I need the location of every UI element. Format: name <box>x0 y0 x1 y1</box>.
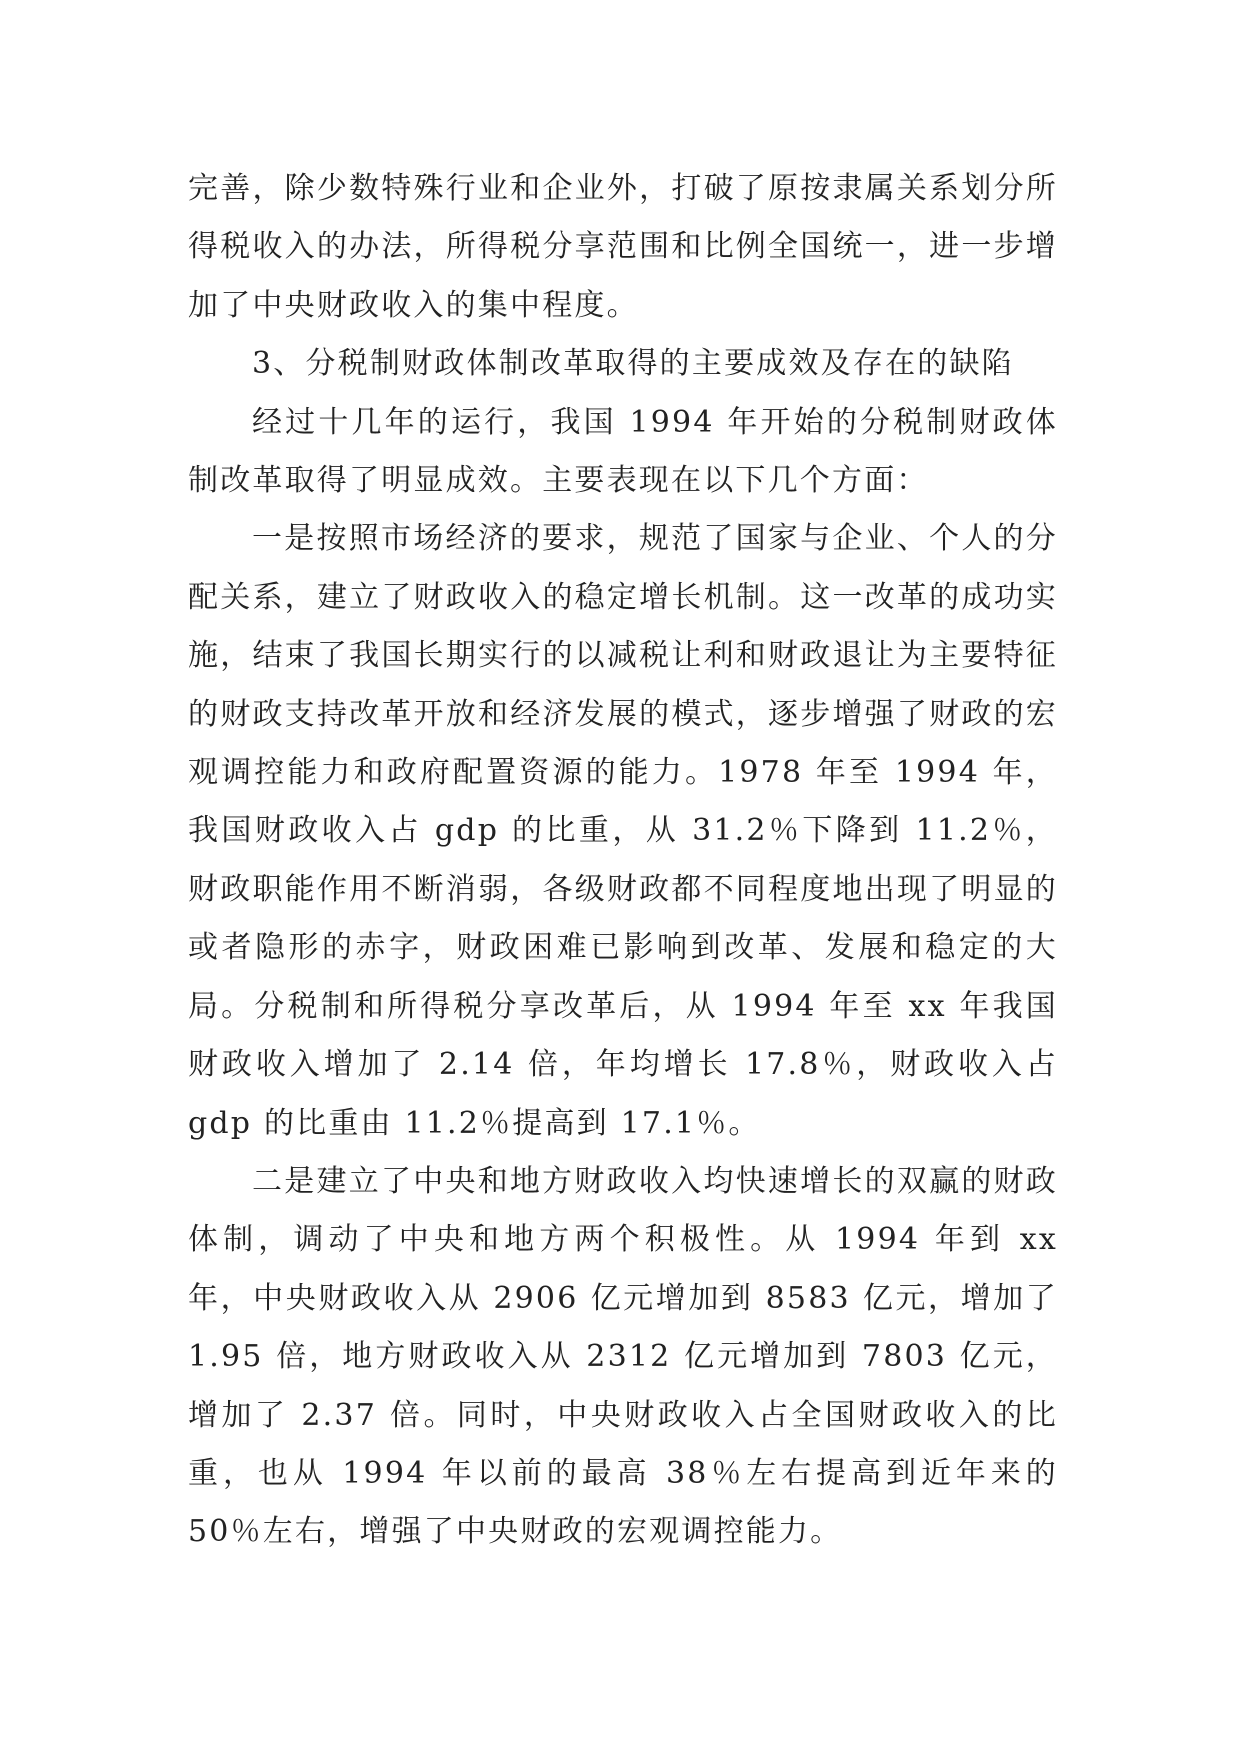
paragraph-intro: 经过十几年的运行，我国 1994 年开始的分税制财政体制改革取得了明显成效。主要表现在以下几个方面： <box>188 404 1058 499</box>
paragraph-point-two: 二是建立了中央和地方财政收入均快速增长的双赢的财政体制，调动了中央和地方两个积极性。从 1994 年到 xx 年，中央财政收入从 2906 亿元增加到 8583 亿元，增加了 1.95 倍，地方财政收入从 2312 亿元增加到 7803 亿元，增加了 2.37 倍。同时，中央财政收入占全国财政收入的比重，也从 1994 年以前的最高 38％左右提高到近年来的 50％左右，增强了中央财政的宏观调控能力。 <box>188 1163 1058 1550</box>
section-heading: 3、分税制财政体制改革取得的主要成效及存在的缺陷 <box>252 346 1014 382</box>
paragraph-point-one: 一是按照市场经济的要求，规范了国家与企业、个人的分配关系，建立了财政收入的稳定增长机制。这一改革的成功实施，结束了我国长期实行的以减税让利和财政退让为主要特征的财政支持改革开放和经济发展的模式，逐步增强了财政的宏观调控能力和政府配置资源的能力。1978 年至 1994 年，我国财政收入占 gdp 的比重，从 31.2％下降到 11.2％，财政职能作用不断消弱，各级财政都不同程度地出现了明显的或者隐形的赤字，财政困难已影响到改革、发展和稳定的大局。分税制和所得税分享改革后，从 1994 年至 xx 年我国财政收入增加了 2.14 倍，年均增长 17.8％，财政收入占 gdp 的比重由 11.2％提高到 17.1％。 <box>188 521 1058 1141</box>
paragraph-continuation: 完善，除少数特殊行业和企业外，打破了原按隶属关系划分所得税收入的办法，所得税分享范围和比例全国统一，进一步增加了中央财政收入的集中程度。 <box>188 171 1058 323</box>
document-body <box>188 160 1058 1562</box>
